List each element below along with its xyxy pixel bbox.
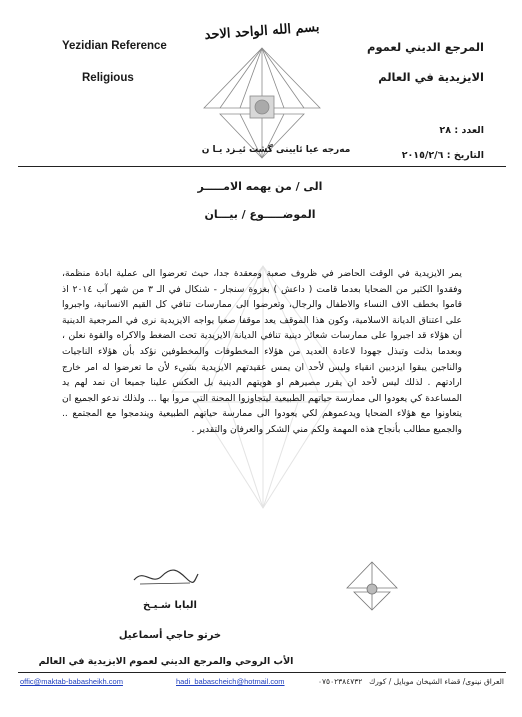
recipient-line: الى / من يهمه الامـــــر <box>197 180 323 193</box>
stamp-emblem <box>345 560 399 612</box>
date-value: ٢٠١٥/٢/٦ <box>401 150 444 161</box>
number-label: العدد : <box>454 125 484 136</box>
date-line <box>334 150 484 161</box>
signatory-name: خرتو حاجي أسماعيل <box>118 630 222 641</box>
footer-email-office[interactable]: offic@maktab-babasheikh.com <box>20 677 123 686</box>
statement-paragraph: يمر الايزيدية في الوقت الحاضر في ظروف صعبة ومعقدة جدا، حيث تعرضوا الى عملية ابادة منظمة، وفقدوا الكثير من الضحايا بعدما قامت ( داعش ) بغزوة سنجار - شنكال في الـ ٣ من شهر آب ٢٠١٤ اذ قاموا بخطف الاف النساء والاطفال والرجال، وتعرضوا الى ممارسات تنافي كل القيم الانسانية، واجبروا على اعتناق الديانة الاسلامية، وكون هذا الموقف يعد موقفا صعبا يواجه الايزيدية نرى في المرجعية الدينية أن هؤلاء قد اجبروا على ممارسات شعائر دينية تنافي الديانة الايزيدية تحت الضغط والاكراه والقوة نعلن ، وبعدما بذلت وتبذل جهودا لاعادة العديد من هؤلاء المخطوفات والمخطوفين نؤكد بأن هؤلاء الناجيات والناجين يبقوا ايزديين انقياء وليس لأحد ان يمس عقيدتهم الايزيدية بشيء لأن ما تعرضوا له امر خارج ارادتهم . لذلك ليس لأحد ان يقرر مصيرهم او هويتهم الدينية بل العكس علينا جميعا ان نمد لهم يد المساعدة كي يعودوا الى ممارسة حياتهم الطبيعية ليتجاوزوا المحنة التي مروا بها ... ولذلك ندعو الجميع ان يتعاونوا مع هؤلاء الضحايا ويدعموهم لكي يعودوا الى ممارسة حياتهم الطبيعية ويندمجوا مع المجتمع .. والجميع مطالب بأنجاح هذه المهمة ولكم مني الشكر والعرفان والتقدير . <box>62 268 462 435</box>
signatory-title: البابا شـيـخ <box>143 600 197 611</box>
footer-email-hotmail[interactable]: hadi_babascheich@hotmail.com <box>176 677 285 686</box>
signatory-role: الأب الروحي والمرجع الديني لعموم الايزيدية في العالم <box>38 656 294 667</box>
header-en-line2: Religious <box>82 72 134 84</box>
signature-mark <box>130 566 200 588</box>
statement-body <box>62 266 462 556</box>
footer-address: العراق نينوى/ قضاء الشيخان موبايل / كورك <box>369 677 504 686</box>
kurdish-title: مەرجە عیا ئایینی گشت ئیـزد یـا ن <box>201 145 351 155</box>
basmala: بسم الله الواحد الاحد <box>204 20 320 43</box>
header-en-line1: Yezidian Reference <box>62 40 167 52</box>
header-ar-line2: الايزيدية في العالم <box>378 70 484 84</box>
footer-divider <box>18 672 506 673</box>
header-divider <box>18 166 506 167</box>
header-ar-line1: المرجع الديني لعموم <box>367 40 484 54</box>
footer-phone: ٠٧٥٠٢٣٨٤٧٣٢ <box>318 677 363 686</box>
date-label: التاريخ : <box>446 150 484 161</box>
number-line <box>364 125 484 136</box>
subject-line: الموضـــــوع / بيـــان <box>204 208 316 221</box>
number-value: ٢٨ <box>439 125 452 136</box>
